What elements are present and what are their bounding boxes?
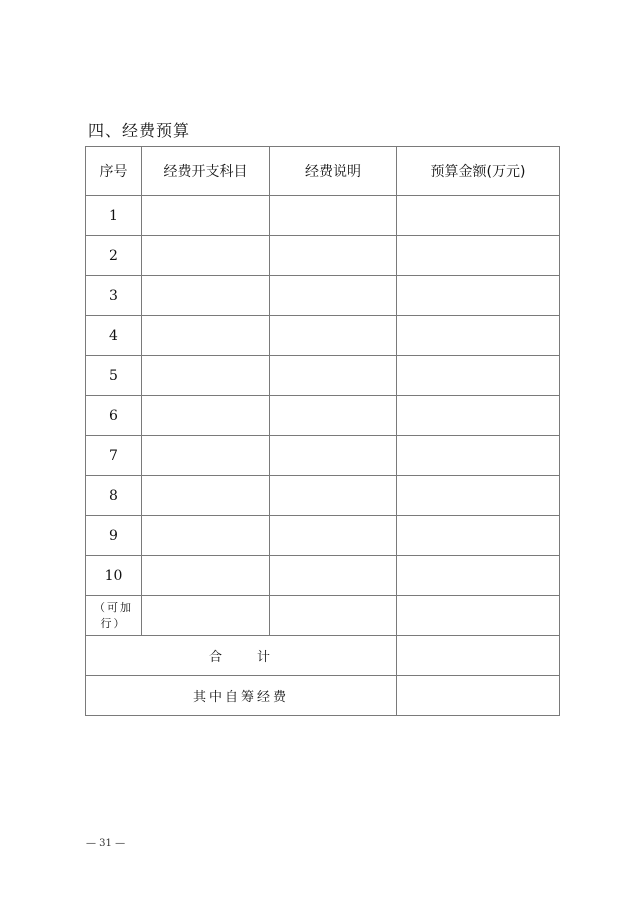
expense-description-cell[interactable]	[270, 476, 397, 516]
budget-table	[85, 146, 560, 716]
expense-description-cell[interactable]	[270, 396, 397, 436]
expense-description-cell[interactable]	[270, 356, 397, 396]
header-expense-category: 经费开支科目	[142, 147, 270, 196]
extra-row-label	[86, 596, 142, 636]
total-row	[86, 636, 560, 676]
page-number: — 31 —	[86, 838, 126, 849]
expense-description-cell[interactable]	[270, 596, 397, 636]
extra-row-label-line1: （可加	[94, 600, 133, 614]
expense-description-cell[interactable]	[270, 516, 397, 556]
row-number: 10	[86, 556, 142, 596]
expense-category-cell[interactable]	[142, 236, 270, 276]
header-budget-amount: 预算金额(万元)	[397, 147, 560, 196]
budget-amount-cell[interactable]	[397, 476, 560, 516]
table-header-row	[86, 147, 560, 196]
table-row	[86, 436, 560, 476]
expense-description-cell[interactable]	[270, 276, 397, 316]
expense-category-cell[interactable]	[142, 556, 270, 596]
budget-amount-cell[interactable]	[397, 276, 560, 316]
row-number: 1	[86, 196, 142, 236]
self-funded-amount-cell[interactable]	[397, 676, 560, 716]
row-number: 3	[86, 276, 142, 316]
table-row	[86, 276, 560, 316]
budget-amount-cell[interactable]	[397, 316, 560, 356]
row-number: 8	[86, 476, 142, 516]
row-number: 6	[86, 396, 142, 436]
budget-amount-cell[interactable]	[397, 196, 560, 236]
table-row	[86, 316, 560, 356]
header-serial: 序号	[86, 147, 142, 196]
expense-description-cell[interactable]	[270, 236, 397, 276]
budget-amount-cell[interactable]	[397, 236, 560, 276]
budget-amount-cell[interactable]	[397, 596, 560, 636]
row-number: 2	[86, 236, 142, 276]
total-amount-cell[interactable]	[397, 636, 560, 676]
row-number: 9	[86, 516, 142, 556]
table-row	[86, 196, 560, 236]
expense-category-cell[interactable]	[142, 316, 270, 356]
expense-category-cell[interactable]	[142, 436, 270, 476]
expense-description-cell[interactable]	[270, 436, 397, 476]
extra-row	[86, 596, 560, 636]
expense-category-cell[interactable]	[142, 596, 270, 636]
expense-category-cell[interactable]	[142, 516, 270, 556]
budget-amount-cell[interactable]	[397, 436, 560, 476]
row-number: 5	[86, 356, 142, 396]
budget-amount-cell[interactable]	[397, 556, 560, 596]
table-row	[86, 556, 560, 596]
expense-category-cell[interactable]	[142, 396, 270, 436]
budget-amount-cell[interactable]	[397, 356, 560, 396]
self-funded-row	[86, 676, 560, 716]
expense-category-cell[interactable]	[142, 276, 270, 316]
extra-row-label-line2: 行）	[100, 616, 127, 630]
table-row	[86, 396, 560, 436]
budget-amount-cell[interactable]	[397, 396, 560, 436]
total-label: 合 计	[86, 636, 397, 676]
expense-category-cell[interactable]	[142, 476, 270, 516]
budget-amount-cell[interactable]	[397, 516, 560, 556]
row-number: 4	[86, 316, 142, 356]
table-row	[86, 476, 560, 516]
expense-description-cell[interactable]	[270, 556, 397, 596]
header-expense-description: 经费说明	[270, 147, 397, 196]
self-funded-label: 其中自筹经费	[86, 676, 397, 716]
table-row	[86, 516, 560, 556]
expense-category-cell[interactable]	[142, 356, 270, 396]
table-row	[86, 236, 560, 276]
expense-description-cell[interactable]	[270, 196, 397, 236]
section-heading: 四、经费预算	[88, 121, 191, 140]
table-row	[86, 356, 560, 396]
expense-category-cell[interactable]	[142, 196, 270, 236]
expense-description-cell[interactable]	[270, 316, 397, 356]
row-number: 7	[86, 436, 142, 476]
